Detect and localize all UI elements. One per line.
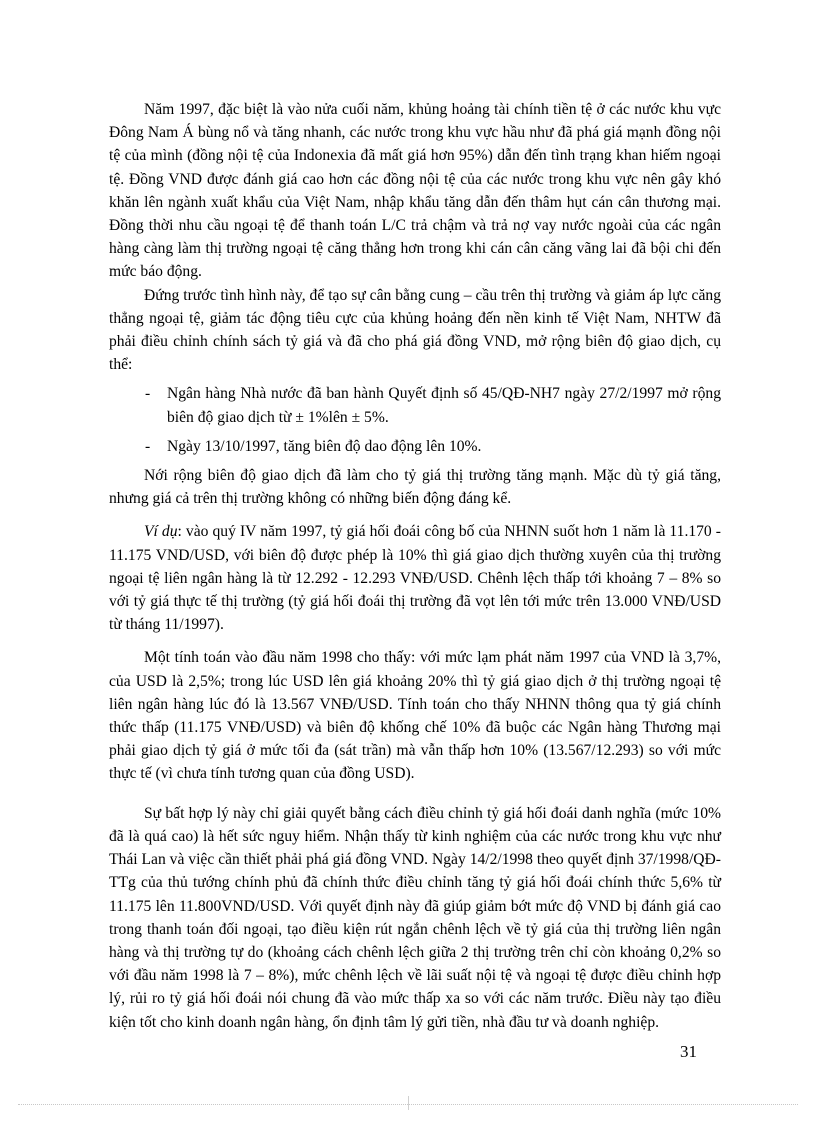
example-label: Ví dụ	[144, 523, 178, 541]
paragraph-1: Năm 1997, đặc biệt là vào nửa cuối năm, khủng hoảng tài chính tiền tệ ở các nước khu vực Đông Nam Á bùng nổ và tăng nhanh, các nước trong khu vực hầu như đã phá giá mạnh đồng nội tệ của mình (đồng nội tệ của Indonexia đã mất giá hơn 95%) dẫn đến tình trạng khan hiếm ngoại tệ. Đồng VND được đánh giá cao hơn các đồng nội tệ của các nước trong khu vực nên gây khó khăn lên ngành xuất khẩu của Việt Nam, nhập khẩu tăng dẫn đến thâm hụt cán cân thương mại. Đồng thời nhu cầu ngoại tệ để thanh toán L/C trả chậm và trả nợ vay nước ngoài của các ngân hàng càng làm thị trường ngoại tệ căng thẳng hơn trong khi cán cân căng vãng lai đã bội chi đến mức báo động.	[109, 101, 721, 281]
body-text	[109, 98, 721, 1034]
list-dash: -	[145, 437, 151, 455]
list-item-text: Ngân hàng Nhà nước đã ban hành Quyết định số 45/QĐ-NH7 ngày 27/2/1997 mở rộng biên độ giao dịch từ ± 1%lên ± 5%.	[167, 385, 721, 426]
list-item-text: Ngày 13/10/1997, tăng biên độ dao động lên 10%.	[167, 437, 482, 455]
paragraph-4-text: : vào quý IV năm 1997, tỷ giá hối đoái công bố của NHNN suốt hơn 1 năm là 11.170 - 11.175 VND/USD, với biên độ được phép là 10% thì giá giao dịch thường xuyên của thị trường ngoại tệ liên ngân hàng là từ 12.292 - 12.293 VNĐ/USD. Chênh lệch thấp tới khoảng 7 – 8% so với tỷ giá thực tế thị trường (tỷ giá hối đoái thị trường đã vọt lên tới mức trên 13.000 VNĐ/USD từ tháng 11/1997).	[109, 523, 721, 634]
paragraph-3: Nới rộng biên độ giao dịch đã làm cho tỷ giá thị trường tăng mạnh. Mặc dù tỷ giá tăng, nhưng giá cả trên thị trường không có những biến động đáng kể.	[109, 467, 721, 508]
page-number: 31	[680, 1042, 697, 1061]
paragraph-4	[109, 520, 721, 636]
paragraph-6: Sự bất hợp lý này chỉ giải quyết bằng cách điều chỉnh tỷ giá hối đoái danh nghĩa (mức 10% đã là quá cao) là hết sức nguy hiểm. Nhận thấy từ kinh nghiệm của các nước trong khu vực như Thái Lan và việc cần thiết phải phá giá đồng VND. Ngày 14/2/1998 theo quyết định 37/1998/QĐ-TTg của thủ tướng chính phủ đã chính thức điều chỉnh tăng tỷ giá hối đoái chính thức 5,6% từ 11.175 lên 11.800VND/USD. Với quyết định này đã giúp giảm bớt mức độ VND bị đánh giá cao trong thanh toán đối ngoại, tạo điều kiện rút ngắn chênh lệch về tỷ giá của thị trường liên ngân hàng và thị trường tự do (khoảng cách chênh lệch giữa 2 thị trường trên chỉ còn khoảng 0,2% so với đầu năm 1998 là 7 – 8%), mức chênh lệch về lãi suất nội tệ và ngoại tệ được điều chỉnh hợp lý, rủi ro tỷ giá hối đoái nói chung đã vào mức thấp xa so với các năm trước. Điều này tạo điều kiện tốt cho kinh doanh ngân hàng, ổn định tâm lý gửi tiền, nhà đầu tư và doanh nghiệp.	[109, 804, 721, 1031]
list-dash: -	[145, 385, 151, 403]
list-item	[109, 435, 721, 458]
list-item	[109, 382, 721, 428]
paragraph-2: Đứng trước tình hình này, để tạo sự cân bằng cung – cầu trên thị trường và giảm áp lực căng thẳng ngoại tệ, giảm tác động tiêu cực của khủng hoảng đến nền kinh tế Việt Nam, NHTW đã phải điều chỉnh chính sách tỷ giá và đã cho phá giá đồng VND, mở rộng biên độ giao dịch, cụ thể:	[109, 286, 721, 374]
page-crop-mark	[408, 1096, 409, 1110]
paragraph-5: Một tính toán vào đầu năm 1998 cho thấy: với mức lạm phát năm 1997 của VND là 3,7%, của USD là 2,5%; trong lúc USD lên giá khoảng 20% thì tỷ giá giao dịch ở thị trường ngoại tệ liên ngân hàng lúc đó là 13.567 VNĐ/USD. Tính toán cho thấy NHNN thông qua tỷ giá chính thức thấp (11.175 VNĐ/USD) và biên độ khống chế 10% đã buộc các Ngân hàng Thương mại phải giao dịch tỷ giá ở mức tối đa (sát trần) mà vẫn thấp hơn 10% (13.567/12.293) so với mức thực tế (vì chưa tính tương quan của đồng USD).	[109, 649, 721, 783]
